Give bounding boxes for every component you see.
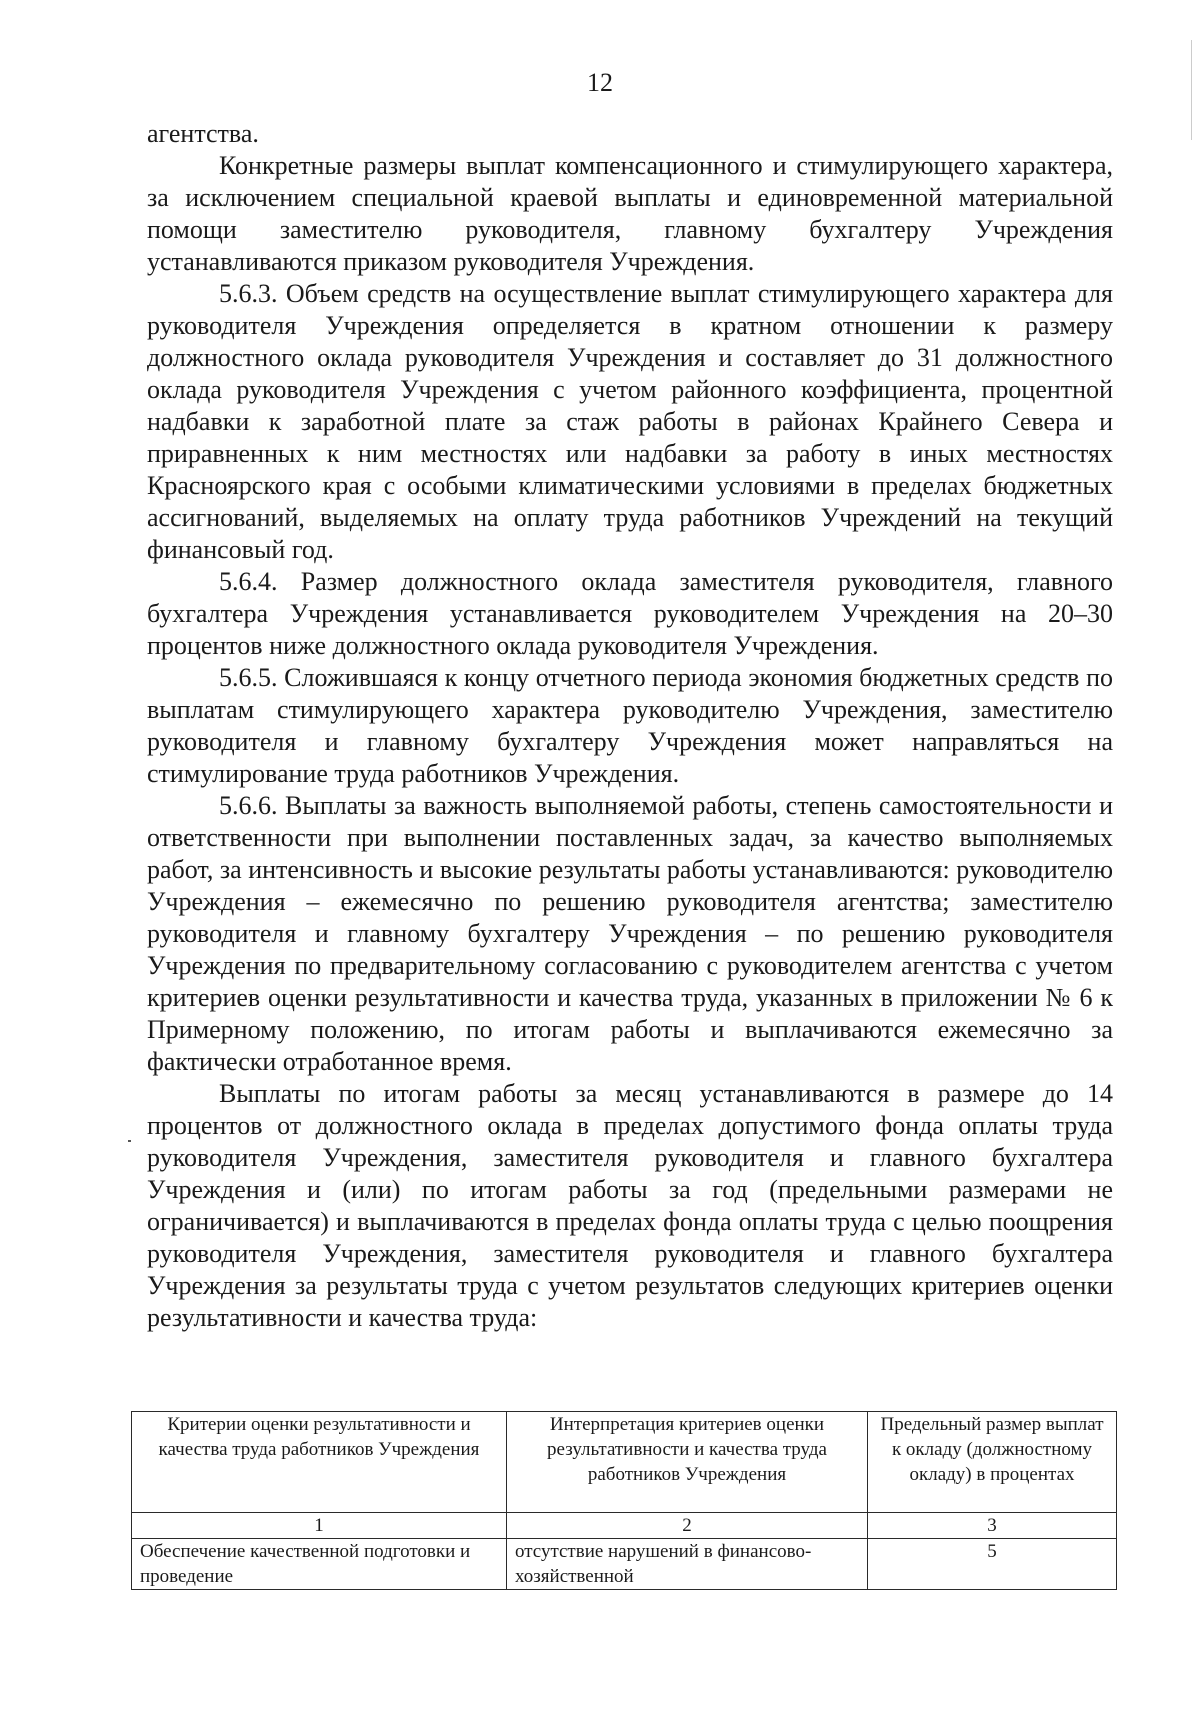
table-header-cell: Интерпретация критериев оценки результативности и качества труда работников Учреждения [507, 1412, 868, 1513]
paragraph-5-6-6: 5.6.6. Выплаты за важность выполняемой работы, степень самостоятельности и ответственности при выполнении поставленных задач, за качество выполняемых работ, за интенсивность и высокие результаты работы устанавливаются: руководителю Учреждения – ежемесячно по решению руководителя агентства; заместителю руководителя и главному бухгалтеру Учреждения – по решению руководителя Учреждения по предварительному согласованию с руководителем агентства с учетом критериев оценки результативности и качества труда, указанных в приложении № 6 к Примерному положению, по итогам работы и выплачиваются ежемесячно за фактически отработанное время. [147, 791, 1113, 1076]
table-number-row [132, 1513, 1117, 1539]
column-number: 2 [507, 1513, 868, 1539]
document-body [147, 118, 1113, 1334]
paragraph: Выплаты по итогам работы за месяц устанавливаются в размере до 14 процентов от должностного оклада в пределах допустимого фонда оплаты труда руководителя Учреждения, заместителя руководителя и главного бухгалтера Учреждения и (или) по итогам работы за год (предельными размерами не ограничивается) и выплачиваются в пределах фонда оплаты труда с целью поощрения руководителя Учреждения, заместителя руководителя и главного бухгалтера Учреждения за результаты труда с учетом результатов следующих критериев оценки результативности и качества труда: [147, 1079, 1113, 1332]
table-header-cell: Критерии оценки результативности и качества труда работников Учреждения [132, 1412, 507, 1513]
criteria-table [131, 1411, 1117, 1590]
table-cell: отсутствие нарушений в финансово-хозяйственной [507, 1539, 868, 1590]
table-cell: Обеспечение качественной подготовки и проведение [132, 1539, 507, 1590]
paragraph-5-6-4: 5.6.4. Размер должностного оклада заместителя руководителя, главного бухгалтера Учреждения устанавливается руководителем Учреждения на 20–30 процентов ниже должностного оклада руководителя Учреждения. [147, 567, 1113, 660]
paragraph-5-6-3: 5.6.3. Объем средств на осуществление выплат стимулирующего характера для руководителя Учреждения определяется в кратном отношении к размеру должностного оклада руководителя Учреждения и составляет до 31 должностного оклада руководителя Учреждения с учетом районного коэффициента, процентной надбавки к заработной плате за стаж работы в районах Крайнего Севера и приравненных к ним местностях или надбавки за работу в иных местностях Красноярского края с особыми климатическими условиями в пределах бюджетных ассигнований, выделяемых на оплату труда работников Учреждений на текущий финансовый год. [147, 279, 1113, 564]
table-header-cell: Предельный размер выплат к окладу (должностному окладу) в процентах [868, 1412, 1117, 1513]
column-number: 3 [868, 1513, 1117, 1539]
scan-dot [128, 1140, 131, 1142]
table-header-row [132, 1412, 1117, 1513]
table-cell: 5 [868, 1539, 1117, 1590]
page-number: 12 [587, 68, 613, 97]
table-row [132, 1539, 1117, 1590]
paragraph-5-6-5: 5.6.5. Сложившаяся к концу отчетного периода экономия бюджетных средств по выплатам стимулирующего характера руководителю Учреждения, заместителю руководителя и главному бухгалтеру Учреждения может направляться на стимулирование труда работников Учреждения. [147, 663, 1113, 788]
paragraph: агентства. [147, 119, 259, 148]
column-number: 1 [132, 1513, 507, 1539]
paragraph: Конкретные размеры выплат компенсационного и стимулирующего характера, за исключением специальной краевой выплаты и единовременной материальной помощи заместителю руководителя, главному бухгалтеру Учреждения устанавливаются приказом руководителя Учреждения. [147, 151, 1113, 276]
